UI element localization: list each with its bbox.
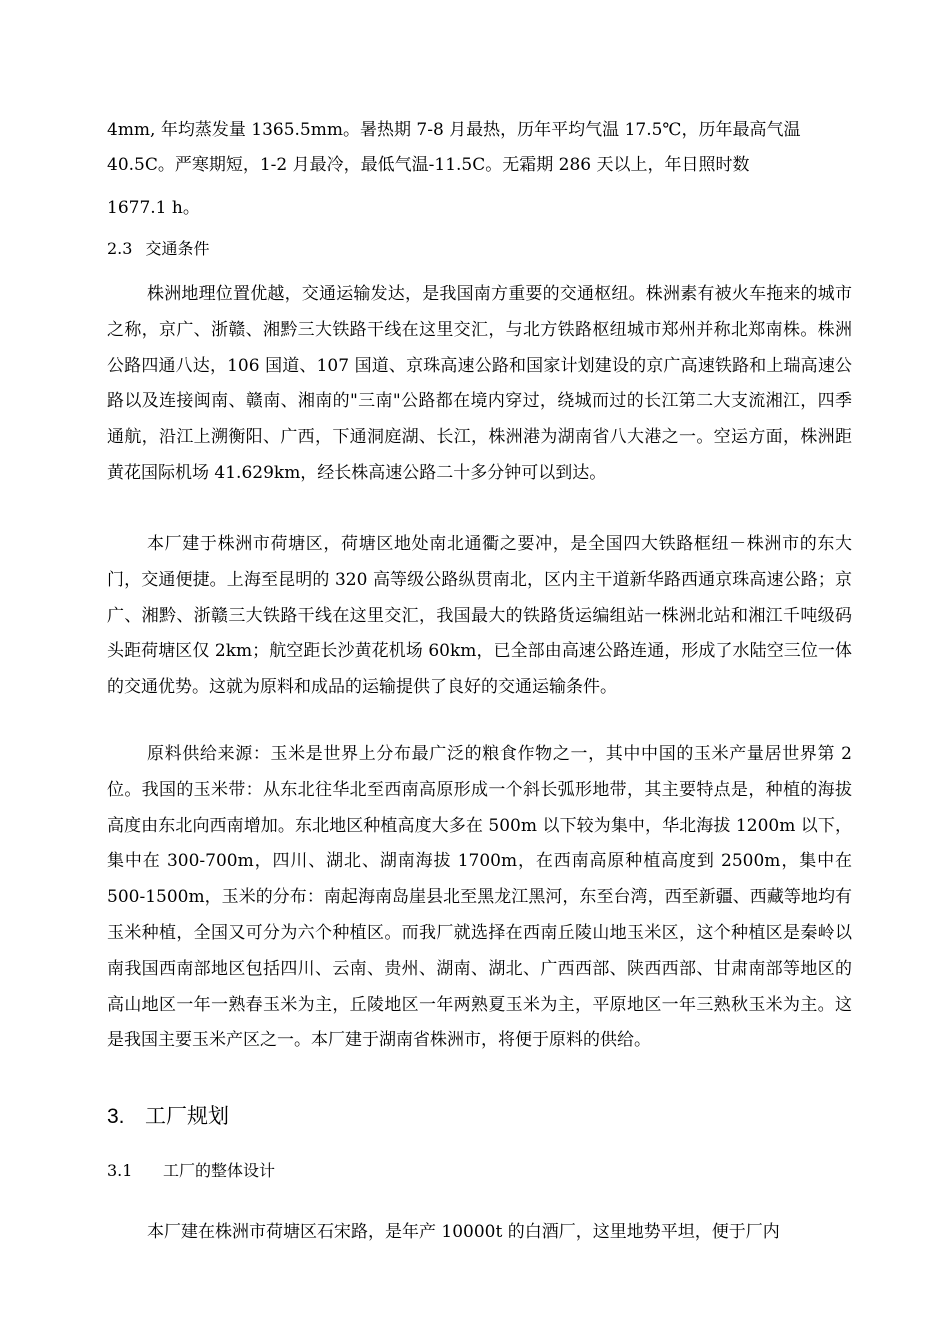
section-number: 3. — [107, 1105, 125, 1128]
text-line: 4mm, 年均蒸发量 1365.5mm。暑热期 7-8 月最热，历年平均气温 17.5℃，历年最高气温 — [107, 120, 801, 140]
section-number: 2.3 — [107, 239, 133, 258]
paragraph-raw-material: 原料供给来源：玉米是世界上分布最广泛的粮食作物之一，其中中国的玉米产量居世界第 2 位。我国的玉米带：从东北往华北至西南高原形成一个斜长弧形地带，其主要特点是，种植的海拔高度由东北向西南增加。东北地区种植高度大多在 500m 以下较为集中，华北海拔 1200m 以下，集中在 300-700m，四川、湖北、湖南海拔 1700m，在西南高原种植高度到 2500m，集中在 500-1500m，玉米的分布：南起海南岛崖县北至黑龙江黑河，东至台湾，西至新疆、西藏等地均有玉米种植，全国又可分为六个种植区。而我厂就选择在西南丘陵山地玉米区，这个种植区是秦岭以南我国西南部地区包括四川、云南、贵州、湖南、湖北、广西西部、陕西西部、甘肃南部等地区的高山地区一年一熟春玉米为主，丘陵地区一年两熟夏玉米为主，平原地区一年三熟秋玉米为主。这是我国主要玉米产区之一。本厂建于湖南省株洲市，将便于原料的供给。 — [107, 744, 852, 1051]
section-heading-2-3 — [107, 236, 210, 259]
section-heading-3 — [107, 1100, 229, 1130]
text-line: 1677.1 h。 — [107, 198, 200, 218]
paragraph-factory-design: 本厂建在株洲市荷塘区石宋路，是年产 10000t 的白酒厂，这里地势平坦，便于厂内 — [147, 1222, 780, 1242]
paragraph-transport: 株洲地理位置优越，交通运输发达，是我国南方重要的交通枢纽。株洲素有被火车拖来的城市之称，京广、浙赣、湘黔三大铁路干线在这里交汇，与北方铁路枢纽城市郑州并称北郑南株。株洲公路四通八达，106 国道、107 国道、京珠高速公路和国家计划建设的京广高速铁路和上瑞高速公路以及连接闽南、赣南、湘南的"三南"公路都在境内穿过，绕城而过的长江第二大支流湘江，四季通航，沿江上溯衡阳、广西，下通洞庭湖、长江，株洲港为湖南省八大港之一。空运方面，株洲距黄花国际机场 41.629km，经长株高速公路二十多分钟可以到达。 — [107, 284, 852, 483]
section-heading-3-1 — [107, 1158, 275, 1181]
section-title: 工厂的整体设计 — [163, 1161, 276, 1180]
paragraph-factory-location: 本厂建于株洲市荷塘区，荷塘区地处南北通衢之要冲，是全国四大铁路框纽－株洲市的东大门，交通便捷。上海至昆明的 320 高等级公路纵贯南北，区内主干道新华路西通京珠高速公路；京广、湘黔、浙赣三大铁路干线在这里交汇，我国最大的铁路货运编组站一株洲北站和湘江千吨级码头距荷塘区仅 2km；航空距长沙黄花机场 60km，已全部由高速公路连通，形成了水陆空三位一体的交通优势。这就为原料和成品的运输提供了良好的交通运输条件。 — [107, 534, 852, 698]
section-number: 3.1 — [107, 1161, 133, 1180]
section-title: 交通条件 — [145, 239, 210, 258]
text-line: 40.5C。严寒期短，1-2 月最冷，最低气温-11.5C。无霜期 286 天以上，年日照时数 — [107, 155, 750, 175]
section-title: 工厂规划 — [145, 1105, 229, 1128]
